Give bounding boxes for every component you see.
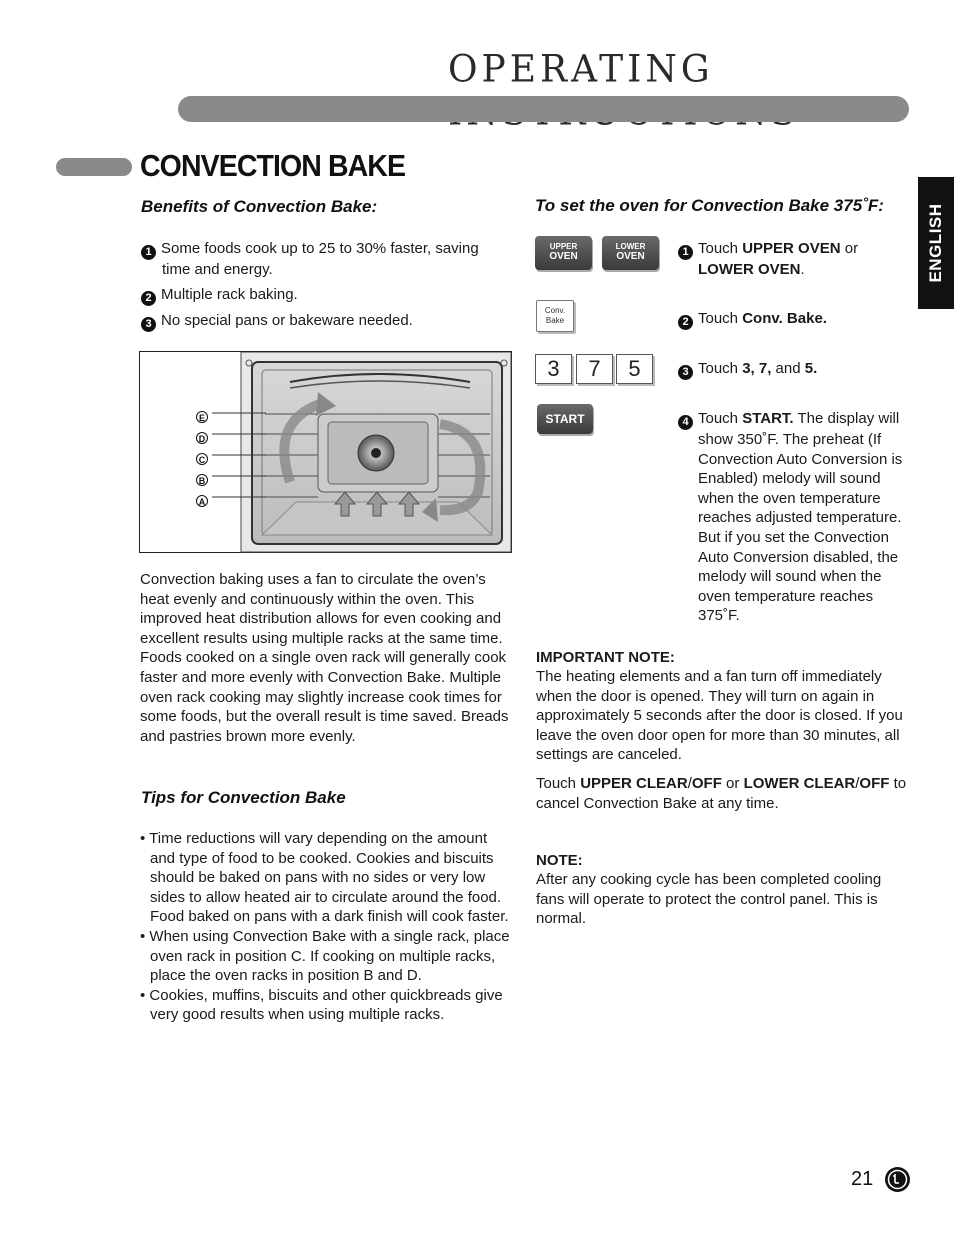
- section-pill: [56, 158, 132, 176]
- upper-oven-button-graphic: [535, 236, 592, 270]
- language-tab: [918, 177, 954, 309]
- step-number: 4: [678, 415, 693, 430]
- note-heading: NOTE:: [536, 852, 583, 869]
- step-keyword: 5.: [804, 360, 818, 377]
- conv-label-2: Bake: [545, 316, 565, 325]
- cancel-text: to cancel Convection Bake at any time.: [536, 775, 907, 812]
- lower-oven-label-1: LOWER: [615, 242, 646, 251]
- step-keyword: START.: [742, 410, 794, 427]
- step-number: 1: [678, 245, 693, 260]
- rack-label-b: B: [196, 474, 208, 486]
- lg-logo-mark: [885, 1167, 910, 1192]
- benefits-heading: Benefits of Convection Bake:: [141, 197, 378, 216]
- important-note-heading: IMPORTANT NOTE:: [536, 649, 675, 666]
- lower-oven-label-2: OVEN: [616, 251, 645, 262]
- conv-label-1: Conv.: [544, 306, 566, 315]
- benefit-text: Multiple rack baking.: [161, 286, 298, 303]
- rack-leader-lines: [210, 406, 270, 516]
- benefit-text: No special pans or bakeware needed.: [161, 312, 413, 329]
- step-keyword: Conv. Bake.: [742, 310, 827, 327]
- step-text: Touch: [698, 360, 743, 377]
- tip-text: When using Convection Bake with a single rack, place oven rack in position C. If cooking on multiple racks, place the oven racks in position B and D.: [149, 927, 510, 985]
- rack-label-d: D: [196, 432, 208, 444]
- cancel-keyword: LOWER CLEAR: [743, 775, 856, 792]
- cancel-text: /: [687, 775, 692, 792]
- benefit-item: [141, 285, 298, 306]
- step-text: Touch: [698, 240, 743, 257]
- step-text: Touch: [698, 310, 743, 327]
- benefit-text: Some foods cook up to 25 to 30% faster, saving: [161, 240, 479, 257]
- cancel-keyword: OFF: [859, 775, 890, 792]
- step-text: and: [771, 360, 805, 377]
- important-note-text: The heating elements and a fan turn off immediately when the door is opened. They will turn on again in approximately 5 seconds after the door is closed. If you leave the oven door open for more than 30 minutes, all settings are canceled.: [536, 668, 903, 764]
- step-1: [678, 239, 908, 280]
- step-keyword: LOWER OVEN: [698, 261, 801, 278]
- header-bar: [178, 96, 909, 122]
- section-title: CONVECTION BAKE: [140, 148, 406, 183]
- step-keyword: 3, 7,: [742, 360, 772, 377]
- upper-oven-label-2: OVEN: [549, 251, 578, 262]
- digit-key-5: 5: [616, 354, 653, 384]
- digit-key-7: 7: [576, 354, 613, 384]
- tip-text: Cookies, muffins, biscuits and other quickbreads give very good results when using multiple racks.: [149, 986, 503, 1024]
- tip-item: • Time reductions will vary depending on the amount and type of food to be cooked. Cookies and biscuits should be baked on pans with no sides or very low sides to allow heated air to circulate around the food. Food baked on pans with a dark finish will cook faster.: [140, 830, 509, 926]
- set-oven-heading: To set the oven for Convection Bake 375˚F:: [535, 196, 884, 215]
- rack-label-a: A: [196, 495, 208, 507]
- rack-label-c: C: [196, 453, 208, 465]
- page-number: 21: [851, 1168, 874, 1190]
- digit-key-3: 3: [535, 354, 572, 384]
- benefit-item: [141, 311, 413, 332]
- conv-bake-button-graphic: [536, 300, 574, 332]
- cancel-instruction: [536, 774, 908, 813]
- step-number: 3: [141, 317, 156, 332]
- page-header-title: OPERATING: [448, 48, 714, 92]
- step-2: [678, 309, 827, 330]
- step-number: 2: [141, 291, 156, 306]
- cancel-keyword: OFF: [691, 775, 722, 792]
- step-number: 1: [141, 245, 156, 260]
- step-text: The display will show 350˚F. The preheat (If Convection Auto Conversion is Enabled) melody will sound when the oven temperature reaches adjusted temperature. But if you set the Convection Auto Conversion disabled, the melody will sound when the oven temperature reaches 375˚F.: [698, 410, 903, 625]
- lower-oven-button-graphic: [602, 236, 659, 270]
- step-keyword: UPPER OVEN: [742, 240, 841, 257]
- upper-oven-label-1: UPPER: [549, 242, 578, 251]
- tips-list: [140, 829, 512, 1025]
- step-number: 3: [678, 365, 693, 380]
- cancel-text: /: [855, 775, 860, 792]
- rack-label-e: E: [196, 411, 208, 423]
- language-tab-label: ENGLISH: [926, 203, 945, 283]
- benefit-text-cont: time and energy.: [162, 261, 273, 278]
- step-text: or: [840, 240, 859, 257]
- tip-text: Time reductions will vary depending on the amount and type of food to be cooked. Cookies and biscuits should be baked on pans with no sides or very low sides to allow heated air to circulate around the food. Food baked on pans with a dark finish will cook faster.: [149, 830, 509, 926]
- cancel-text: Touch: [536, 775, 581, 792]
- benefit-item: [141, 239, 511, 280]
- lg-logo: [885, 1167, 910, 1192]
- step-4: [678, 409, 914, 626]
- tip-item: • Cookies, muffins, biscuits and other quickbreads give very good results when using multiple racks.: [140, 986, 503, 1024]
- note-text: After any cooking cycle has been completed cooling fans will operate to protect the control panel. This is normal.: [536, 871, 882, 928]
- cancel-text: or: [721, 775, 744, 792]
- oven-diagram: [139, 351, 512, 553]
- step-text: Touch: [698, 410, 743, 427]
- step-3: [678, 359, 817, 380]
- start-button-graphic: START: [537, 404, 593, 434]
- tips-heading: Tips for Convection Bake: [141, 788, 346, 807]
- cancel-keyword: UPPER CLEAR: [580, 775, 688, 792]
- convection-description: Convection baking uses a fan to circulate the oven’s heat evenly and continuously within the oven. This improved heat distribution allows for even cooking and excellent results using multiple racks at the same time. Foods cooked on a single oven rack will generally cook faster and more evenly with Convection Bake. Multiple oven rack cooking may slightly increase cook times for some foods, but the overall result is time saved. Breads and pastries brown more evenly.: [140, 571, 509, 745]
- step-number: 2: [678, 315, 693, 330]
- step-text: .: [800, 261, 805, 278]
- tip-item: • When using Convection Bake with a single rack, place oven rack in position C. If cooking on multiple racks, place the oven racks in position B and D.: [140, 927, 510, 985]
